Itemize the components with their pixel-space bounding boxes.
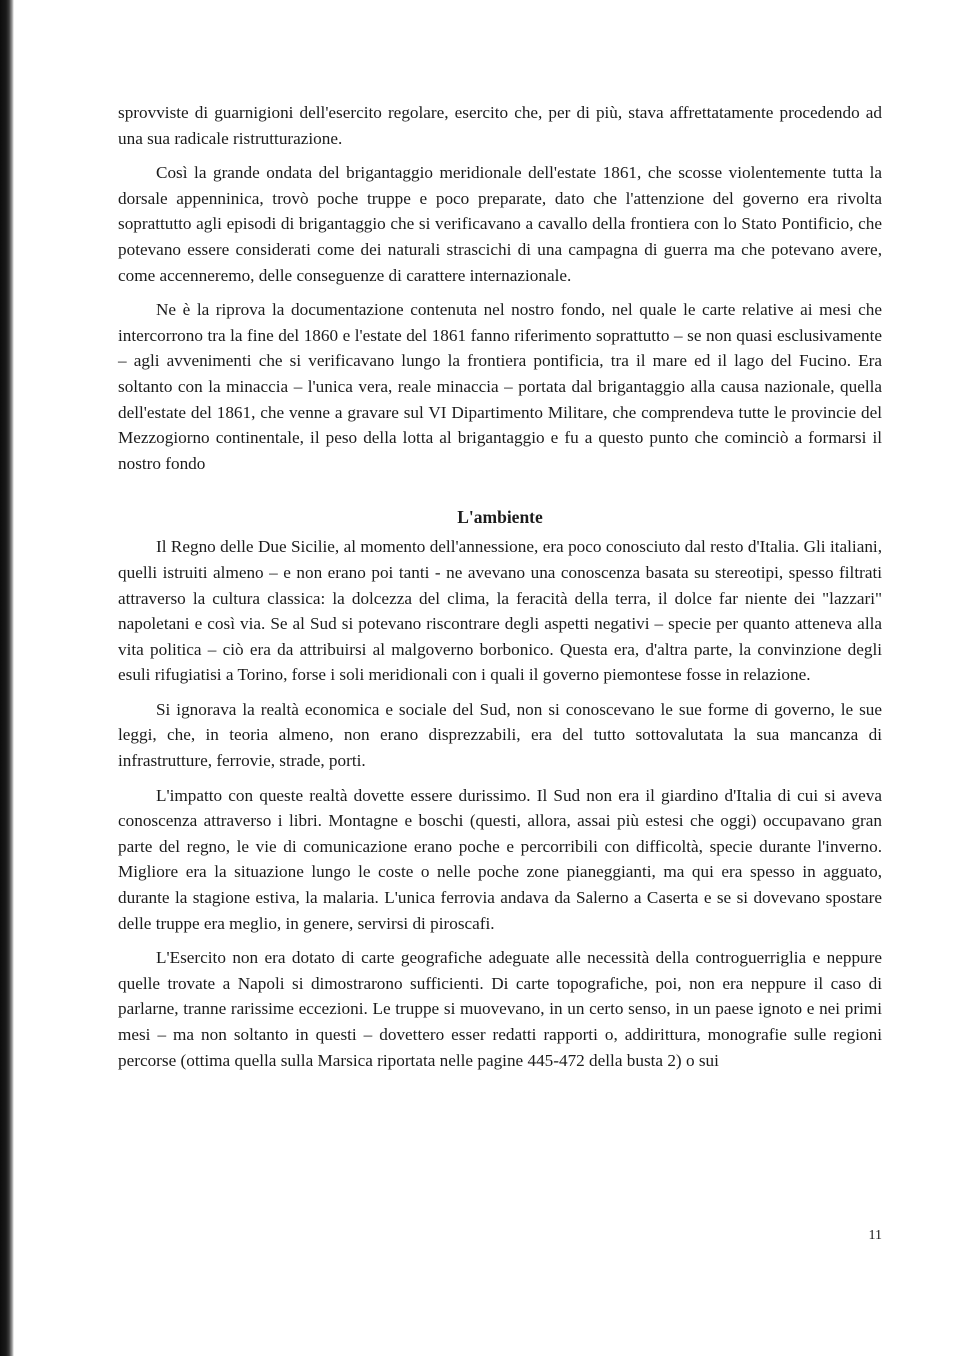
section-heading: L'ambiente <box>457 507 543 528</box>
paragraph-4: Il Regno delle Due Sicilie, al momento dell'annessione, era poco conosciuto dal resto d'Italia. Gli italiani, quelli istruiti almeno – e non erano poi tanti - ne avevano una conoscenza basata su stereotipi, spesso filtrati attraverso la cultura classica: la dolcezza del clima, la feracità della terra, il dolce far niente dei "lazzari" napoletani e così via. Se al Sud si potevano riscontrare degli aspetti negativi – specie per quanto atteneva alla vita politica – ciò era da attribuirsi al malgoverno borbonico. Questa era, d'altra parte, la convinzione degli esuli rifugiatisi a Torino, forse i soli meridionali con i quali il governo piemontese fosse in relazione. <box>118 537 882 685</box>
paragraph-3: Ne è la riprova la documentazione contenuta nel nostro fondo, nel quale le carte relative ai mesi che intercorrono tra la fine del 1860 e l'estate del 1861 fanno riferimento soprattutto – se non quasi esclusivamente – agli avvenimenti che si verificavano lungo la frontiera pontificia, tra il mare ed il lago del Fucino. Era soltanto con la minaccia – l'unica vera, reale minaccia – portata dal brigantaggio alla causa nazionale, quella dell'estate del 1861, che venne a gravare sul VI Dipartimento Militare, che comprendeva tutte le provincie del Mezzogiorno continentale, il peso della lotta al brigantaggio e fu a questo punto che cominciò a formarsi il nostro fondo <box>118 300 882 473</box>
page-number: 11 <box>868 1228 882 1243</box>
page-body <box>118 100 882 1082</box>
paragraph-1: sprovviste di guarnigioni dell'esercito regolare, esercito che, per di più, stava affrettatamente procedendo ad una sua radicale ristrutturazione. <box>118 103 882 148</box>
paragraph-7: L'Esercito non era dotato di carte geografiche adeguate alle necessità della controguerriglia e neppure quelle trovate a Napoli si dimostrarono sufficienti. Di carte topografiche, poi, non era neppure il caso di parlarne, tranne rarissime eccezioni. Le truppe si muovevano, in un certo senso, in un paese ignoto e nei primi mesi – ma non soltanto in questi – dovettero esser redatti rapporti o, addirittura, monografie sulle regioni percorse (ottima quella sulla Marsica riportata nelle pagine 445-472 della busta 2) o sui <box>118 948 882 1070</box>
paragraph-2: Così la grande ondata del brigantaggio meridionale dell'estate 1861, che scosse violentemente tutta la dorsale appenninica, trovò poche truppe e poco preparate, dato che l'attenzione del governo era rivolta soprattutto agli episodi di brigantaggio che si verificavano a cavallo della frontiera con lo Stato Pontificio, che potevano essere considerati come dei naturali strascichi di una campagna di guerra ma che potevano avere, come accenneremo, delle conseguenze di carattere internazionale. <box>118 163 882 285</box>
paragraph-6: L'impatto con queste realtà dovette essere durissimo. Il Sud non era il giardino d'Italia di cui si aveva conoscenza attraverso i libri. Montagne e boschi (questi, allora, assai più estesi che oggi) occupavano gran parte del regno, le vie di comunicazione erano poche e percorribili con difficoltà, specie durante l'inverno. Migliore era la situazione lungo le coste o nelle poche zone pianeggianti, ma qui era spesso in agguato, durante la stagione estiva, la malaria. L'unica ferrovia andava da Salerno a Caserta e se si dovevano spostare delle truppe era meglio, in genere, servirsi di piroscafi. <box>118 785 882 933</box>
paragraph-5: Si ignorava la realtà economica e sociale del Sud, non si conoscevano le sue forme di governo, le sue leggi, che, in teoria almeno, non erano disprezzabili, era del tutto sottovalutata la sua mancanza di infrastrutture, ferrovie, strade, porti. <box>118 699 882 771</box>
page-binding-edge <box>0 0 14 1356</box>
